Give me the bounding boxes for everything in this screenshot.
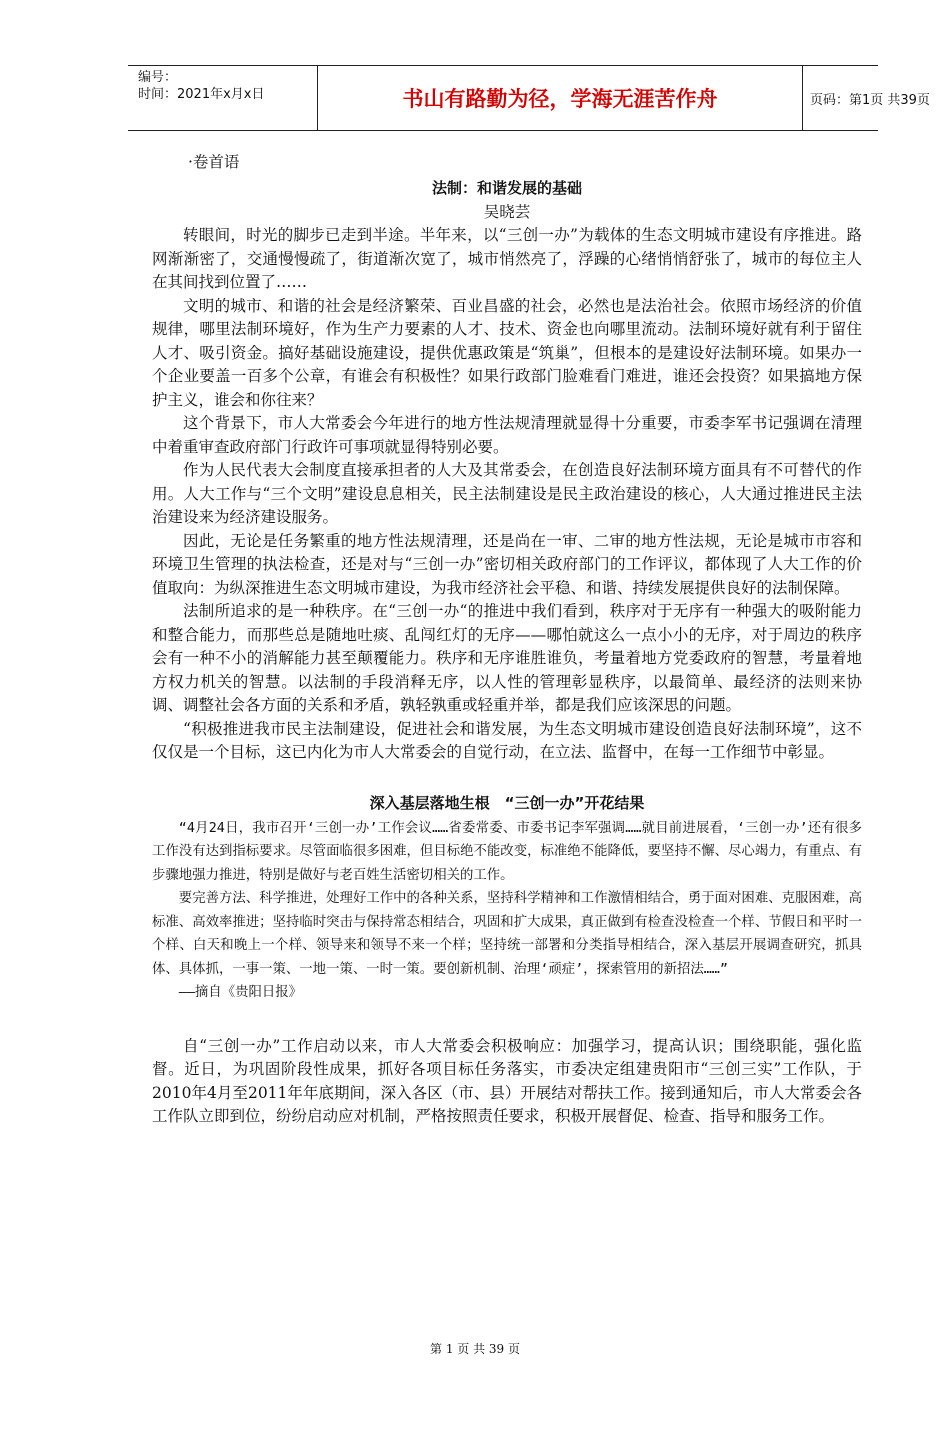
article2-title: 深入基层落地生根 “三创一办”开花结果 xyxy=(369,793,645,812)
document-time-label: 时间：2021年x月x日 xyxy=(138,87,265,102)
page-footer: 第 1 页 共 39 页 xyxy=(430,1342,520,1356)
section-kicker: ·卷首语 xyxy=(188,153,240,171)
article2-body: 自“三创一办”工作启动以来，市人大常委会积极响应：加强学习，提高认识；围绕职能，强化监督。近日，为巩固阶段性成果，抓好各项目标任务落实，市委决定组建贵阳市“三创三实”工作队，于2010年4月至2011年年底期间，深入各区（市、县）开展结对帮扶工作。接到通知后，市人大常委会各工作队立即到位，纷纷启动应对机制，严格按照责任要求，积极开展督促、检查、指导和服务工作。 xyxy=(152,1036,862,1125)
article-paragraph: 法制所追求的是一种秩序。在“三创一办“的推进中我们看到，秩序对于无序有一种强大的吸附能力和整合能力，而那些总是随地吐痰、乱闯红灯的无序——哪怕就这么一点小小的无序，对于周边的秩序会有一种不小的消解能力甚至颠覆能力。秩序和无序谁胜谁负，考量着地方党委政府的智慧，考量着地方权力机关的智慧。以法制的手段消释无序，以人性的管理彰显秩序，以最简单、最经济的法则来协调、调整社会各方面的关系和矛盾，孰轻孰重或轻重并举，都是我们应该深思的问题。 xyxy=(152,602,862,714)
header-page-cell xyxy=(802,66,930,130)
article-paragraph: “积极推进我市民主法制建设，促进社会和谐发展，为生态文明城市建设创造良好法制环境”，这不仅仅是一个目标，这已内化为市人大常委会的自觉行动，在立法、监督中，在每一工作细节中彰显。 xyxy=(152,719,862,761)
header-motto: 书山有路勤为径，学海无涯苦作舟 xyxy=(318,66,803,130)
article-paragraph: 因此，无论是任务繁重的地方性法规清理，还是尚在一审、二审的地方性法规，无论是城市市容和环境卫生管理的执法检查，还是对与“三创一办”密切相关政府部门的工作评议，都体现了人大工作的价值取向：为纵深推进生态文明城市建设，为我市经济社会平稳、和谐、持续发展提供良好的法制保障。 xyxy=(152,531,862,597)
paragraph-spacer xyxy=(152,1005,862,1035)
header-meta-cell xyxy=(128,66,318,130)
quote-paragraph: 要完善方法、科学推进，处理好工作中的各种关系，坚持科学精神和工作激情相结合，勇于面对困难、克服困难，高标准、高效率推进；坚持临时突击与保持常态相结合，巩固和扩大成果，真正做到有检查没检查一个样、节假日和平时一个样、白天和晚上一个样、领导来和领导不来一个样；坚持统一部署和分类指导相结合，深入基层开展调查研究，抓具体、具体抓，一事一策、一地一策、一时一策。要创新机制、治理‘顽症’，探索管用的新招法……” xyxy=(152,891,862,977)
document-body xyxy=(152,150,862,1129)
article-paragraph: 文明的城市、和谐的社会是经济繁荣、百业昌盛的社会，必然也是法治社会。依照市场经济的价值规律，哪里法制环境好，作为生产力要素的人才、技术、资金也向哪里流动。法制环境好就有利于留住人才、吸引资金。搞好基础设施建设，提供优惠政策是“筑巢”，但根本的是建设好法制环境。如果办一个企业要盖一百多个公章，有谁会有积极性？如果行政部门脸难看门难进，谁还会投资？如果搞地方保护主义，谁会和你往来？ xyxy=(152,296,862,409)
document-header xyxy=(128,65,930,131)
article-author: 吴晓芸 xyxy=(483,203,531,221)
article-title: 法制：和谐发展的基础 xyxy=(431,179,582,197)
header-page-info: 页码：第1页 共39页 xyxy=(810,92,930,108)
quote-source: ——摘自《贵阳日报》 xyxy=(178,985,303,1000)
document-number-label: 编号： xyxy=(138,70,178,85)
article-paragraph: 转眼间，时光的脚步已走到半途。半年来，以“三创一办”为载体的生态文明城市建设有序推进。路网渐渐密了，交通慢慢疏了，街道渐次宽了，城市悄然亮了，浮躁的心绪悄悄舒张了，城市的每位主人在其间找到位置了…… xyxy=(152,226,862,291)
article-paragraph: 这个背景下，市人大常委会今年进行的地方性法规清理就显得十分重要，市委李军书记强调在清理中着重审查政府部门行政许可事项就显得特别必要。 xyxy=(152,414,862,456)
article-paragraph: 作为人民代表大会制度直接承担者的人大及其常委会，在创造良好法制环境方面具有不可替代的作用。人大工作与“三个文明”建设息息相关，民主法制建设是民主政治建设的核心，人大通过推进民主法治建设来为经济建设服务。 xyxy=(152,461,862,526)
quote-paragraph: “4月24日，我市召开‘三创一办’工作会议……省委常委、市委书记李军强调……就目前进展看，‘三创一办’还有很多工作没有达到指标要求。尽管面临很多困难，但目标绝不能改变，标准绝不能降低，要坚持不懈、尽心竭力，有重点、有步骤地强力推进，特别是做好与老百姓生活密切相关的工作。 xyxy=(152,820,862,883)
